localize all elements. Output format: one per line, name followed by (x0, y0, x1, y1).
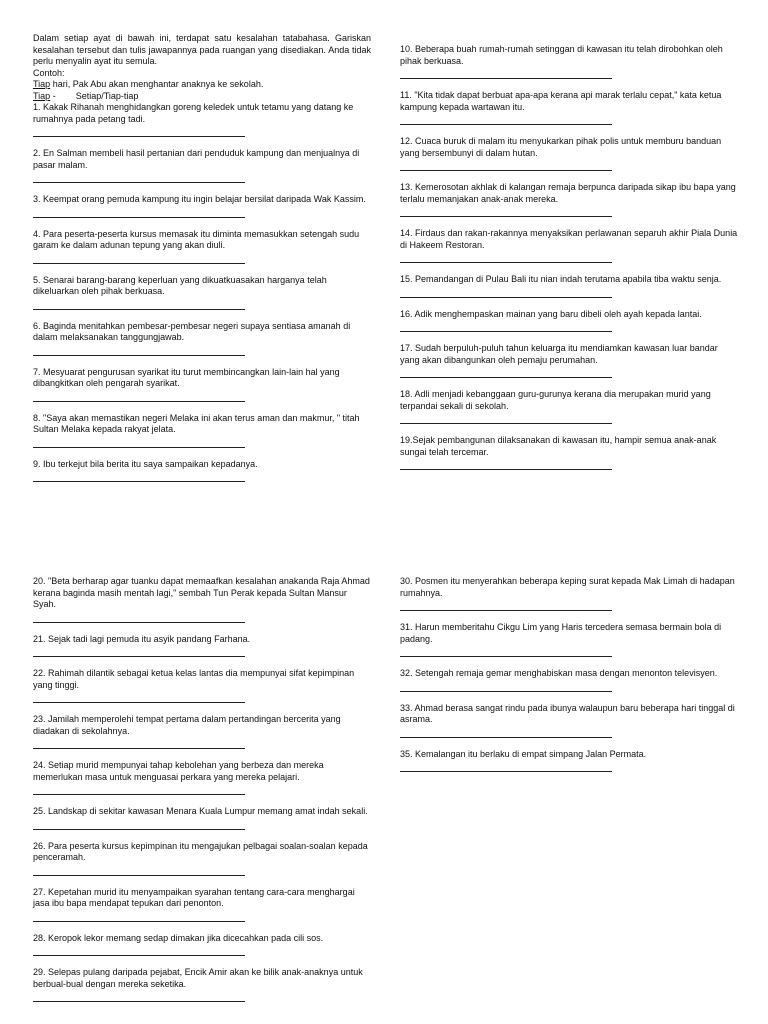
instructions: Dalam setiap ayat di bawah ini, terdapat satu kesalahan tatabahasa. Gariskan kesalahan tersebut dan tulis jawapannya pada ruangan yang disediakan. Anda tidak perlu menyalin ayat itu semula. (33, 33, 371, 66)
answer-line[interactable] (33, 611, 245, 623)
question-text: 23. Jamilah memperolehi tempat pertama dalam pertandingan bercerita yang diadakan di sekolahnya. (33, 714, 341, 736)
answer-line[interactable] (400, 251, 612, 263)
right-column-top (400, 44, 738, 481)
question-text: 10. Beberapa buah rumah-rumah setinggan di kawasan itu telah dirobohkan oleh pihak berkuasa. (400, 44, 723, 66)
question-item (33, 413, 371, 448)
question-item (33, 933, 371, 957)
answer-line[interactable] (400, 599, 612, 611)
answer-line[interactable] (400, 726, 612, 738)
left-column-top (33, 33, 371, 493)
answer-line[interactable] (33, 390, 245, 402)
question-item (400, 668, 738, 692)
question-text: 17. Sudah berpuluh-puluh tahun keluarga itu mendiamkan kawasan luar bandar yang akan dibangunkan oleh pemaju perumahan. (400, 343, 718, 365)
question-text: 18. Adli menjadi kebanggaan guru-gurunya kerana dia merupakan murid yang terpandai sekali di sekolah. (400, 389, 711, 411)
question-text: 27. Kepetahan murid itu menyampaikan syarahan tentang cara-cara menghargai jasa ibu bapa mendapat tepukan dari penonton. (33, 886, 355, 908)
question-item (400, 749, 738, 773)
question-text: 1. Kakak Rihanah menghidangkan goreng keledek untuk tetamu yang datang ke rumahnya pada petang tadi. (33, 102, 354, 124)
question-text: 35. Kemalangan itu berlaku di empat simpang Jalan Permata. (400, 748, 647, 759)
answer-line[interactable] (400, 159, 612, 171)
answer-line[interactable] (33, 691, 245, 703)
question-text: 14. Firdaus dan rakan-rakannya menyaksikan perlawanan separuh akhir Piala Dunia di Hakeem Restoran. (400, 228, 738, 250)
answer-line[interactable] (400, 458, 612, 470)
left-column-bottom (33, 576, 371, 1013)
question-item (33, 967, 371, 1002)
question-item (33, 760, 371, 795)
question-text: 2. En Salman membeli hasil pertanian dari penduduk kampung dan menjualnya di pasar malam. (33, 148, 360, 170)
question-item (400, 136, 738, 171)
question-text: 13. Kemerosotan akhlak di kalangan remaja berpunca daripada sikap ibu bapa yang terlalu memanjakan anak-anak mereka. (400, 182, 736, 204)
question-item (400, 274, 738, 298)
question-item (400, 90, 738, 125)
question-text: 30. Posmen itu menyerahkan beberapa keping surat kepada Mak Limah di hadapan rumahnya. (400, 576, 735, 598)
answer-line[interactable] (33, 737, 245, 749)
question-item (400, 435, 738, 470)
question-text: 24. Setiap murid mempunyai tahap kebolehan yang berbeza dan mereka memerlukan masa untuk menguasai perkara yang mereka pelajari. (33, 760, 324, 782)
answer-line[interactable] (33, 944, 245, 956)
answer-line[interactable] (33, 252, 245, 264)
answer-line[interactable] (400, 113, 612, 125)
question-item (400, 309, 738, 333)
answer-line[interactable] (33, 910, 245, 922)
question-text: 22. Rahimah dilantik sebagai ketua kelas lantas dia mempunyai sifat kepimpinan yang tinggi. (33, 668, 355, 690)
question-list (33, 576, 371, 1002)
question-item (33, 459, 371, 483)
question-list (33, 102, 371, 482)
answer-line[interactable] (400, 205, 612, 217)
question-item (33, 714, 371, 749)
question-item (400, 182, 738, 217)
question-item (33, 634, 371, 658)
answer-line[interactable] (33, 864, 245, 876)
question-item (33, 367, 371, 402)
question-list (400, 576, 738, 772)
question-text: 19.Sejak pembangunan dilaksanakan di kawasan itu, hampir semua anak-anak sungai telah tercemar. (400, 435, 717, 457)
question-item (400, 622, 738, 657)
example-answer: Tiap - Setiap/Tiap-tiap (33, 90, 139, 101)
question-item (33, 576, 371, 623)
answer-line[interactable] (33, 206, 245, 218)
answer-line[interactable] (400, 680, 612, 692)
question-text: 33. Ahmad berasa sangat rindu pada ibunya walaupun baru beberapa hari tinggal di asrama. (400, 702, 735, 724)
answer-line[interactable] (33, 344, 245, 356)
answer-line[interactable] (33, 171, 245, 183)
question-item (33, 148, 371, 183)
answer-line[interactable] (400, 366, 612, 378)
answer-line[interactable] (33, 783, 245, 795)
example-error-word: Tiap (33, 79, 51, 89)
question-item (33, 841, 371, 876)
answer-line[interactable] (33, 990, 245, 1002)
question-item (33, 229, 371, 264)
answer-line[interactable] (33, 645, 245, 657)
example-label: Contoh: (33, 67, 65, 78)
answer-line[interactable] (33, 818, 245, 830)
question-text: 32. Setengah remaja gemar menghabiskan masa dengan menonton televisyen. (400, 668, 718, 678)
question-text: 15. Pemandangan di Pulau Bali itu nian indah terutama apabila tiba waktu senja. (400, 274, 722, 284)
question-item (400, 44, 738, 79)
question-text: 5. Senarai barang-barang keperluan yang dikuatkuasakan harganya telah dikeluarkan oleh pihak berkuasa. (33, 274, 327, 296)
question-item (33, 668, 371, 703)
question-text: 8. "Saya akan memastikan negeri Melaka ini akan terus aman dan makmur, " titah Sultan Melaka kepada rakyat jelata. (33, 412, 360, 434)
right-column-bottom (400, 576, 738, 783)
question-text: 7. Mesyuarat pengurusan syarikat itu turut membincangkan lain-lain hal yang dibangkitkan oleh pengarah syarikat. (33, 366, 340, 388)
question-text: 6. Baginda menitahkan pembesar-pembesar negeri supaya sentiasa amanah di dalam melaksanakan tanggungjawab. (33, 320, 351, 342)
answer-line[interactable] (400, 286, 612, 298)
answer-line[interactable] (33, 298, 245, 310)
question-text: 20. "Beta berharap agar tuanku dapat memaafkan kesalahan anakanda Raja Ahmad kerana baginda masih mentah lagi," sembah Tun Perak kepada Sultan Mansur Syah. (33, 576, 370, 609)
question-list (400, 44, 738, 470)
answer-line[interactable] (33, 125, 245, 137)
question-item (400, 389, 738, 424)
question-item (400, 343, 738, 378)
question-text: 29. Selepas pulang daripada pejabat, Encik Amir akan ke bilik anak-anaknya untuk berbual-bual dengan mereka seketika. (33, 967, 363, 989)
question-item (33, 275, 371, 310)
question-text: 12. Cuaca buruk di malam itu menyukarkan pihak polis untuk memburu banduan yang bersembunyi di dalam hutan. (400, 136, 722, 158)
question-item (400, 703, 738, 738)
example-sentence: Tiap hari, Pak Abu akan menghantar anaknya ke sekolah. (33, 79, 264, 89)
question-text: 25. Landskap di sekitar kawasan Menara Kuala Lumpur memang amat indah sekali. (33, 806, 368, 816)
question-text: 11. "Kita tidak dapat berbuat apa-apa kerana api marak terlalu cepat," kata ketua kampung kepada wartawan itu. (400, 90, 722, 112)
question-text: 21. Sejak tadi lagi pemuda itu asyik pandang Farhana. (33, 633, 251, 644)
question-item (33, 806, 371, 830)
answer-line[interactable] (33, 436, 245, 448)
answer-line[interactable] (400, 412, 612, 424)
question-text: 28. Keropok lekor memang sedap dimakan jika dicecahkan pada cili sos. (33, 932, 324, 943)
question-item (33, 102, 371, 137)
question-text: 26. Para peserta kursus kepimpinan itu mengajukan pelbagai soalan-soalan kepada penceramah. (33, 840, 368, 862)
question-item (33, 321, 371, 356)
answer-line[interactable] (400, 67, 612, 79)
question-text: 31. Harun memberitahu Cikgu Lim yang Haris tercedera semasa bermain bola di padang. (400, 622, 722, 644)
question-text: 4. Para peserta-peserta kursus memasak itu diminta memasukkan setengah sudu garam ke dalam adunan tepung yang akan diuli. (33, 228, 360, 250)
answer-line[interactable] (400, 645, 612, 657)
question-text: 16. Adik menghempaskan mainan yang baru dibeli oleh ayah kepada lantai. (400, 308, 702, 319)
question-item (33, 194, 371, 218)
answer-line[interactable] (33, 470, 245, 482)
question-text: 9. Ibu terkejut bila berita itu saya sampaikan kepadanya. (33, 458, 258, 469)
question-item (400, 576, 738, 611)
answer-line[interactable] (400, 760, 612, 772)
answer-line[interactable] (400, 320, 612, 332)
question-text: 3. Keempat orang pemuda kampung itu ingin belajar bersilat daripada Wak Kassim. (33, 194, 366, 204)
question-item (400, 228, 738, 263)
question-item (33, 887, 371, 922)
